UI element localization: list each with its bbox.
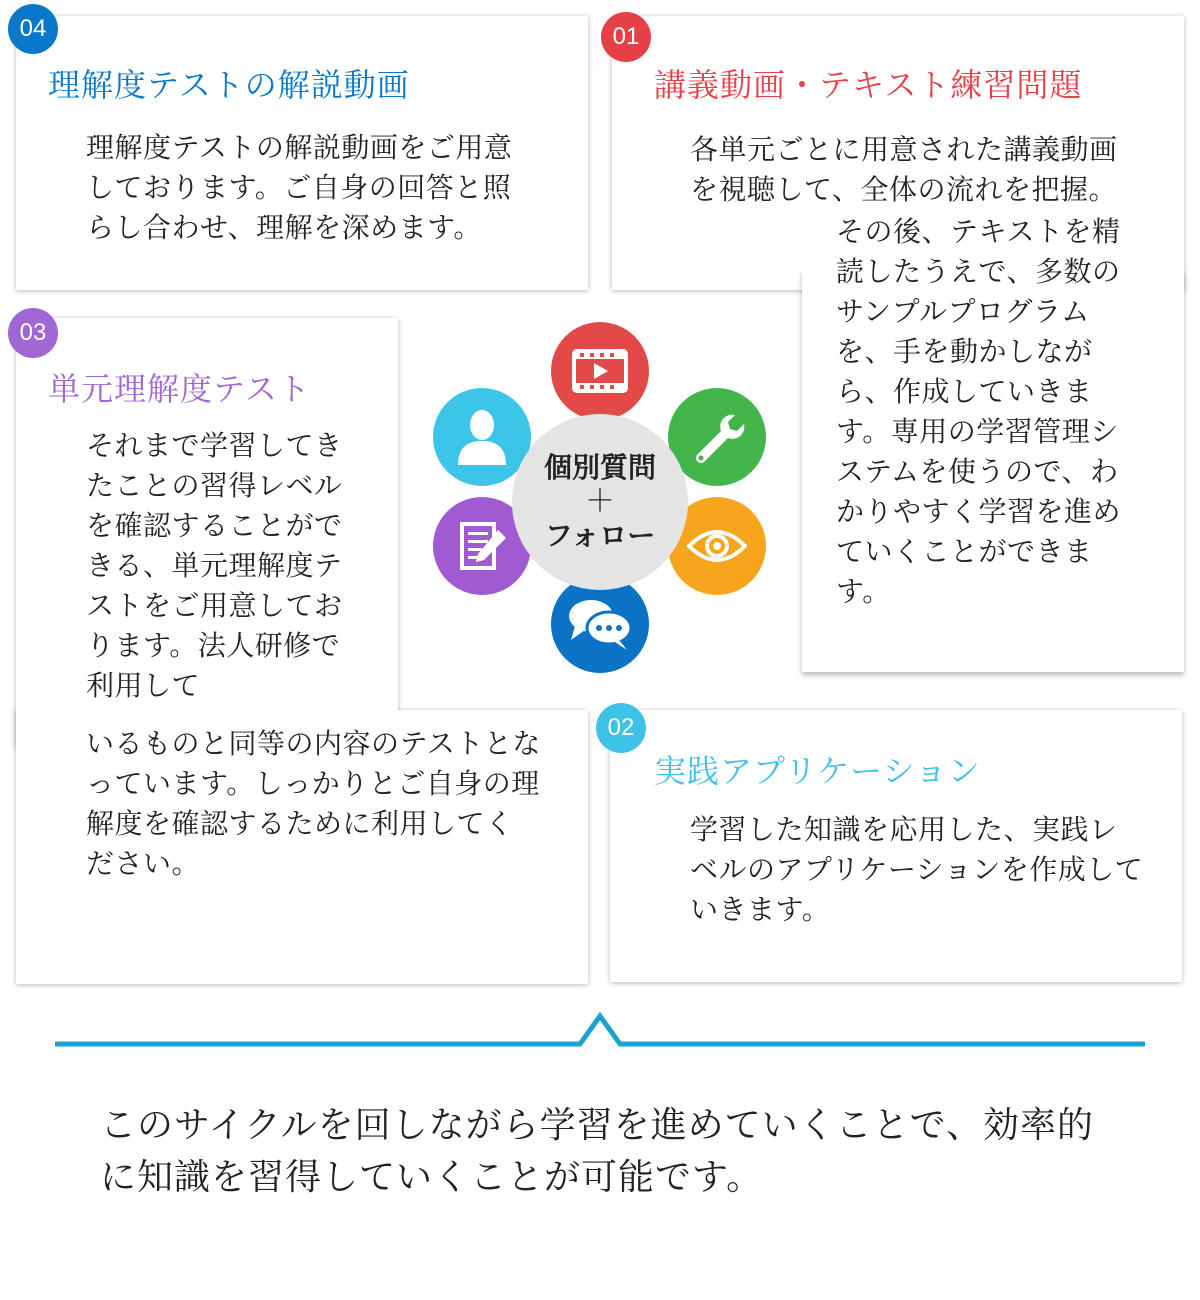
card-03-body-top: それまで学習してきたことの習得レベルを確認することができる、単元理解度テストをご用意しております。法人研修で利用して (86, 429, 343, 702)
conclusion-text: このサイクルを回しながら学習を進めていくことで、効率的に知識を習得していくことが可能です。 (100, 1105, 1094, 1198)
card-04-title: 理解度テストの解説動画 (48, 66, 410, 104)
step-badge-02: 02 (596, 703, 646, 753)
card-01-title: 講義動画・テキスト練習問題 (654, 66, 1083, 104)
card-01-body-side: その後、テキストを精読したうえで、多数のサンプルプログラムを、手を動かしながら、作成していきます。専用の学習管理システムを使うので、わかりやすく学習を進めていくことができます。 (836, 215, 1122, 608)
divider-line (0, 1000, 1200, 1060)
card-01-body-top: 各単元ごとに用意された講義動画を視聴して、全体の流れを把握。 (690, 133, 1118, 206)
hub-individual-questions-follow (512, 414, 688, 590)
step-badge-03: 03 (8, 308, 58, 358)
card-03-body-bottom: いるものと同等の内容のテストとなっています。しっかりとご自身の理解度を確認するために利用してください。 (86, 727, 541, 880)
step-badge-04: 04 (8, 4, 58, 54)
video-icon (551, 322, 649, 420)
card-03-title: 単元理解度テスト (48, 370, 311, 408)
step-badge-01: 01 (601, 12, 651, 62)
card-04-body: 理解度テストの解説動画をご用意しております。ご自身の回答と照らし合わせ、理解を深めます。 (86, 131, 513, 244)
card-02-body: 学習した知識を応用した、実践レベルのアプリケーションを作成していきます。 (690, 813, 1144, 926)
hub-plus: ＋ (585, 484, 615, 519)
card-02-title: 実践アプリケーション (654, 752, 981, 790)
hub-line-3: フォロー (544, 519, 656, 552)
hub-line-1: 個別質問 (543, 451, 656, 484)
